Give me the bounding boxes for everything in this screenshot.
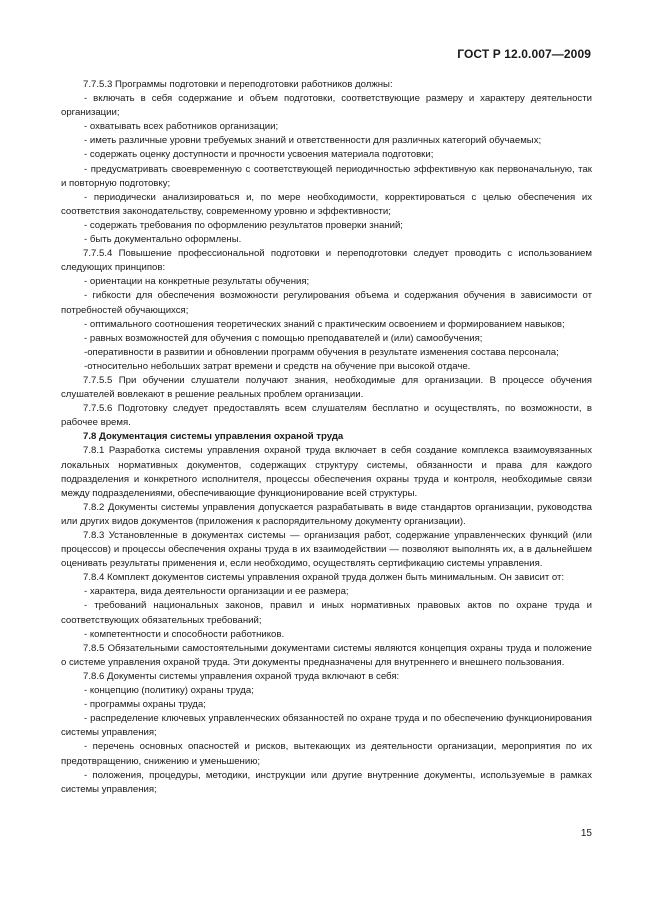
paragraph: 7.8.1 Разработка системы управления охраной труда включает в себя создание комплекса взаимоувязанных локальных нормативных документов, содержащих структуру системы, обязанности и права для каждого подразделения и конкретного исполнителя, процессы обеспечения охраны труда и контроля, необходимые связи между подразделениями, обеспечивающие функционирование всей структуры.	[61, 445, 592, 499]
list-item: - содержать требования по оформлению результатов проверки знаний;	[84, 219, 403, 231]
list-item: - предусматривать своевременную с соответствующей периодичностью эффективную как первоначальную, так и повторную подготовку;	[61, 163, 592, 189]
list-item: - ориентации на конкретные результаты обучения;	[84, 276, 310, 288]
list-item: - иметь различные уровни требуемых знаний и ответственности для различных категорий обучаемых;	[84, 135, 542, 147]
paragraph: 7.7.5.5 При обучении слушатели получают знания, необходимые для организации. В процессе обучения слушателей вовлекают в решение реальных проблем организации.	[61, 374, 592, 401]
list-item: -оперативности в развитии и обновлении программ обучения в результате изменения состава персонала;	[84, 346, 559, 358]
paragraph: 7.8.5 Обязательными самостоятельными документами системы являются концепция охраны труда и положение о системе управления охраной труда. Эти документы предназначены для внутреннего и внешнего пользования.	[61, 642, 592, 668]
list-item: - характера, вида деятельности организации и ее размера;	[84, 586, 349, 598]
list-item: - гибкости для обеспечения возможности регулирования объема и содержания обучения в зависимости от потребностей обучающихся;	[61, 290, 592, 316]
paragraph: 7.8.2 Документы системы управления допускается разрабатывать в виде стандартов организации, руководства или других видов документов (приложения к распорядительному документу организации).	[61, 501, 592, 527]
section-heading: 7.8 Документация системы управления охраной труда	[83, 431, 344, 443]
list-item: - компетентности и способности работников.	[84, 628, 285, 640]
list-item: - положения, процедуры, методики, инструкции или другие внутренние документы, используемые в рамках системы управления;	[61, 769, 592, 795]
list-item: - охватывать всех работников организации;	[84, 121, 279, 133]
list-item: - равных возможностей для обучения с помощью преподавателей и (или) самообучения;	[84, 332, 483, 344]
paragraph: 7.8.3 Установленные в документах системы — организация работ, содержание управленческих функций (или процессов) и процессы обеспечения охраны труда в их взаимодействии — позволяют выполнять их, а в дальнейшем оценивать результаты применения и, если необходимо, осуществлять сертификацию системы управления.	[61, 530, 592, 570]
list-item: - распределение ключевых управленческих обязанностей по охране труда и по обеспечению функционирования системы управления;	[61, 713, 592, 739]
paragraph: 7.8.4 Комплект документов системы управления охраной труда должен быть минимальным. Он зависит от:	[83, 572, 565, 584]
page-number: 15	[580, 828, 592, 839]
list-item: - концепцию (политику) охраны труда;	[84, 685, 254, 697]
document-header: ГОСТ Р 12.0.007—2009	[457, 47, 591, 61]
paragraph: 7.7.5.3 Программы подготовки и переподготовки работников должны:	[83, 79, 393, 90]
paragraph: 7.7.5.6 Подготовку следует предоставлять всем слушателям бесплатно и осуществлять, по возможности, в рабочее время.	[61, 403, 592, 429]
list-item: - программы охраны труда;	[84, 699, 206, 711]
paragraph: 7.7.5.4 Повышение профессиональной подготовки и переподготовки следует проводить с использованием следующих принципов:	[61, 248, 592, 274]
list-item: - периодически анализироваться и, по мере необходимости, корректироваться с целью обеспечения их соответствия законодательству, современному уровню и эффективности;	[61, 191, 592, 217]
list-item: - быть документально оформлены.	[84, 234, 242, 246]
list-item: - перечень основных опасностей и рисков, вытекающих из деятельности организации, мероприятия по их предотвращению, снижению и уменьшению;	[61, 741, 592, 767]
document-body	[61, 78, 592, 797]
list-item: - оптимального соотношения теоретических знаний с практическим освоением и формированием навыков;	[84, 318, 565, 330]
list-item: -относительно небольших затрат времени и средств на обучение при высокой отдаче.	[84, 360, 471, 372]
list-item: - содержать оценку доступности и прочности усвоения материала подготовки;	[84, 149, 434, 161]
paragraph: 7.8.6 Документы системы управления охраной труда включают в себя:	[83, 670, 400, 682]
list-item: - включать в себя содержание и объем подготовки, соответствующие размеру и характеру деятельности организации;	[61, 93, 592, 119]
list-item: - требований национальных законов, правил и иных нормативных правовых актов по охране труда и соответствующих обязательных требований;	[61, 600, 592, 626]
